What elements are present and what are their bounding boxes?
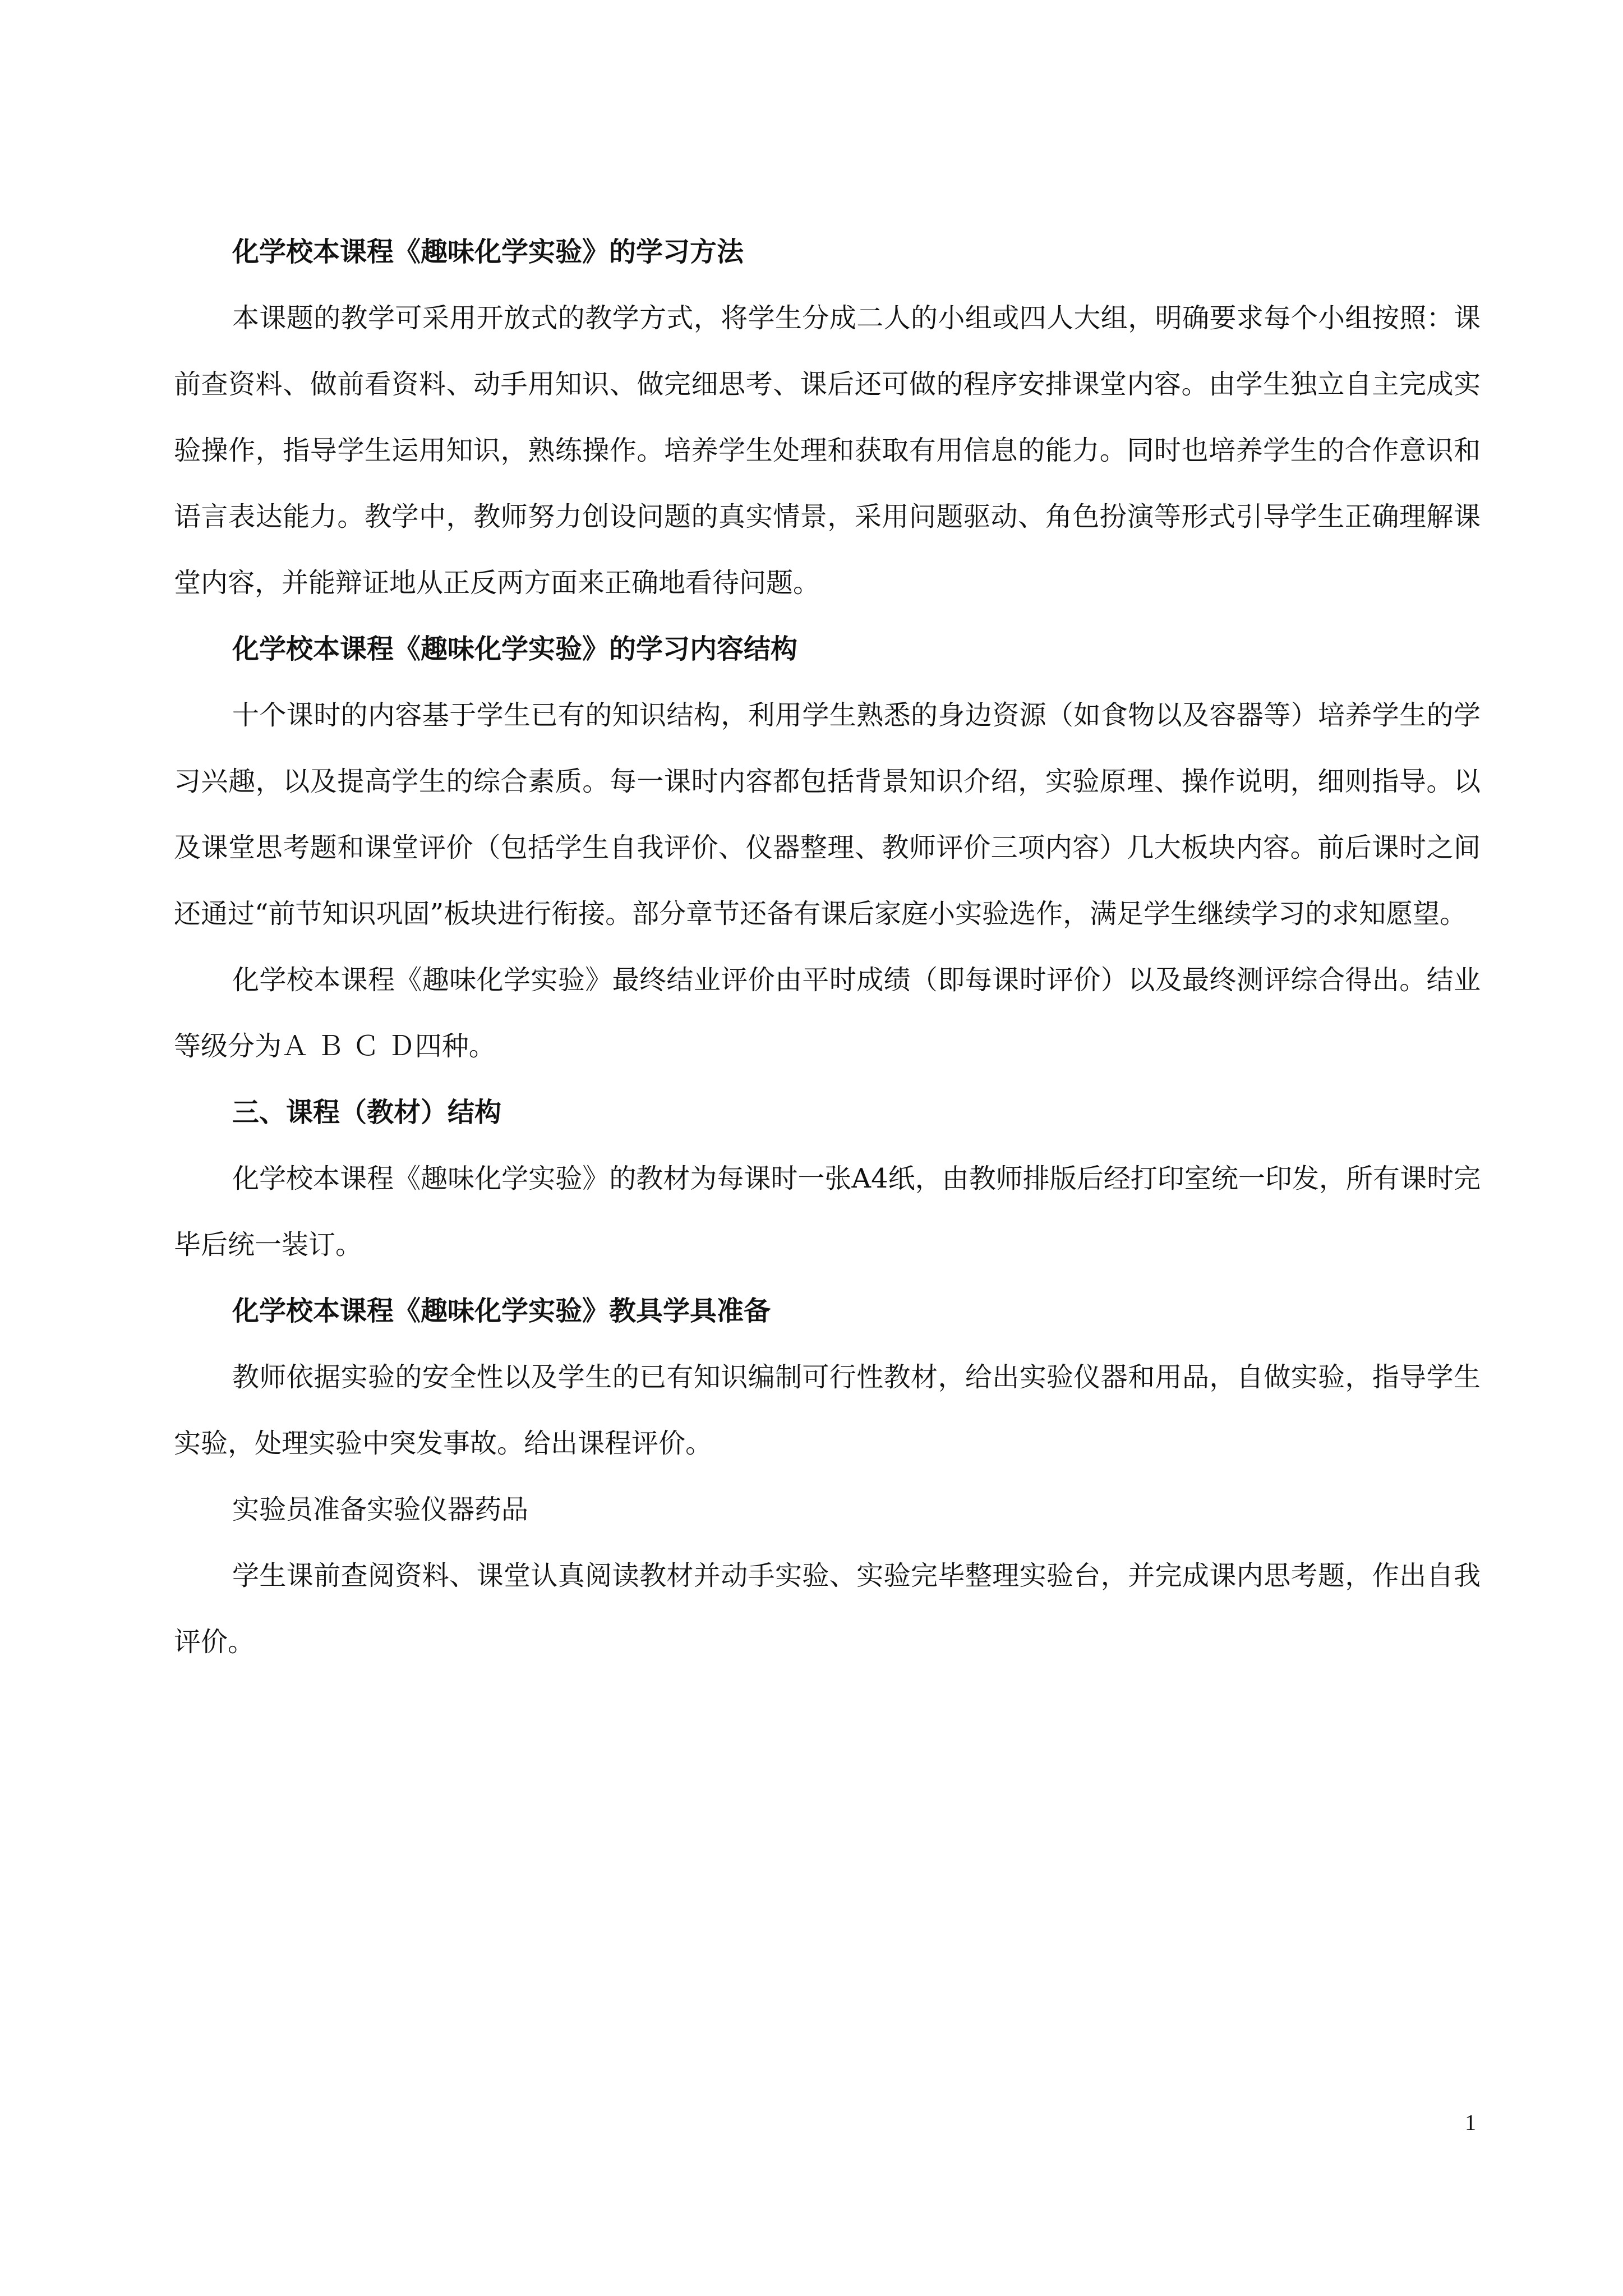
- paragraph-content-structure: 十个课时的内容基于学生已有的知识结构，利用学生熟悉的身边资源（如食物以及容器等）培养学生的学习兴趣，以及提高学生的综合素质。每一课时内容都包括背景知识介绍，实验原理、操作说明，细则指导。以及课堂思考题和课堂评价（包括学生自我评价、仪器整理、教师评价三项内容）几大板块内容。前后课时之间还通过“前节知识巩固”板块进行衔接。部分章节还备有课后家庭小实验选作，满足学生继续学习的求知愿望。: [174, 700, 1481, 930]
- section-heading-learning-method: 化学校本课程《趣味化学实验》的学习方法: [232, 236, 744, 268]
- paragraph-learning-method: 本课题的教学可采用开放式的教学方式，将学生分成二人的小组或四人大组，明确要求每个小组按照：课前查资料、做前看资料、动手用知识、做完细思考、课后还可做的程序安排课堂内容。由学生独立自主完成实验操作，指导学生运用知识，熟练操作。培养学生处理和获取有用信息的能力。同时也培养学生的合作意识和语言表达能力。教学中，教师努力创设问题的真实情景，采用问题驱动、角色扮演等形式引导学生正确理解课堂内容，并能辩证地从正反两方面来正确地看待问题。: [174, 302, 1481, 599]
- paragraph-teacher-preparation: 教师依据实验的安全性以及学生的已有知识编制可行性教材，给出实验仪器和用品，自做实验，指导学生实验，处理实验中突发事故。给出课程评价。: [174, 1361, 1481, 1459]
- document-body: [174, 219, 1481, 1675]
- section-heading-course-structure: 三、课程（教材）结构: [232, 1097, 502, 1128]
- section-heading-content-structure: 化学校本课程《趣味化学实验》的学习内容结构: [232, 633, 798, 665]
- paragraph-lab-assistant-preparation: 实验员准备实验仪器药品: [232, 1494, 529, 1525]
- paragraph-student-preparation: 学生课前查阅资料、课堂认真阅读教材并动手实验、实验完毕整理实验台，并完成课内思考题，作出自我评价。: [174, 1560, 1481, 1658]
- paragraph-course-structure: 化学校本课程《趣味化学实验》的教材为每课时一张A4纸，由教师排版后经打印室统一印发，所有课时完毕后统一装订。: [174, 1163, 1481, 1260]
- page-number: 1: [1465, 2110, 1476, 2135]
- paragraph-final-evaluation: 化学校本课程《趣味化学实验》最终结业评价由平时成绩（即每课时评价）以及最终测评综合得出。结业等级分为Ａ Ｂ Ｃ Ｄ四种。: [174, 964, 1481, 1062]
- section-heading-teaching-aids: 化学校本课程《趣味化学实验》教具学具准备: [232, 1295, 771, 1327]
